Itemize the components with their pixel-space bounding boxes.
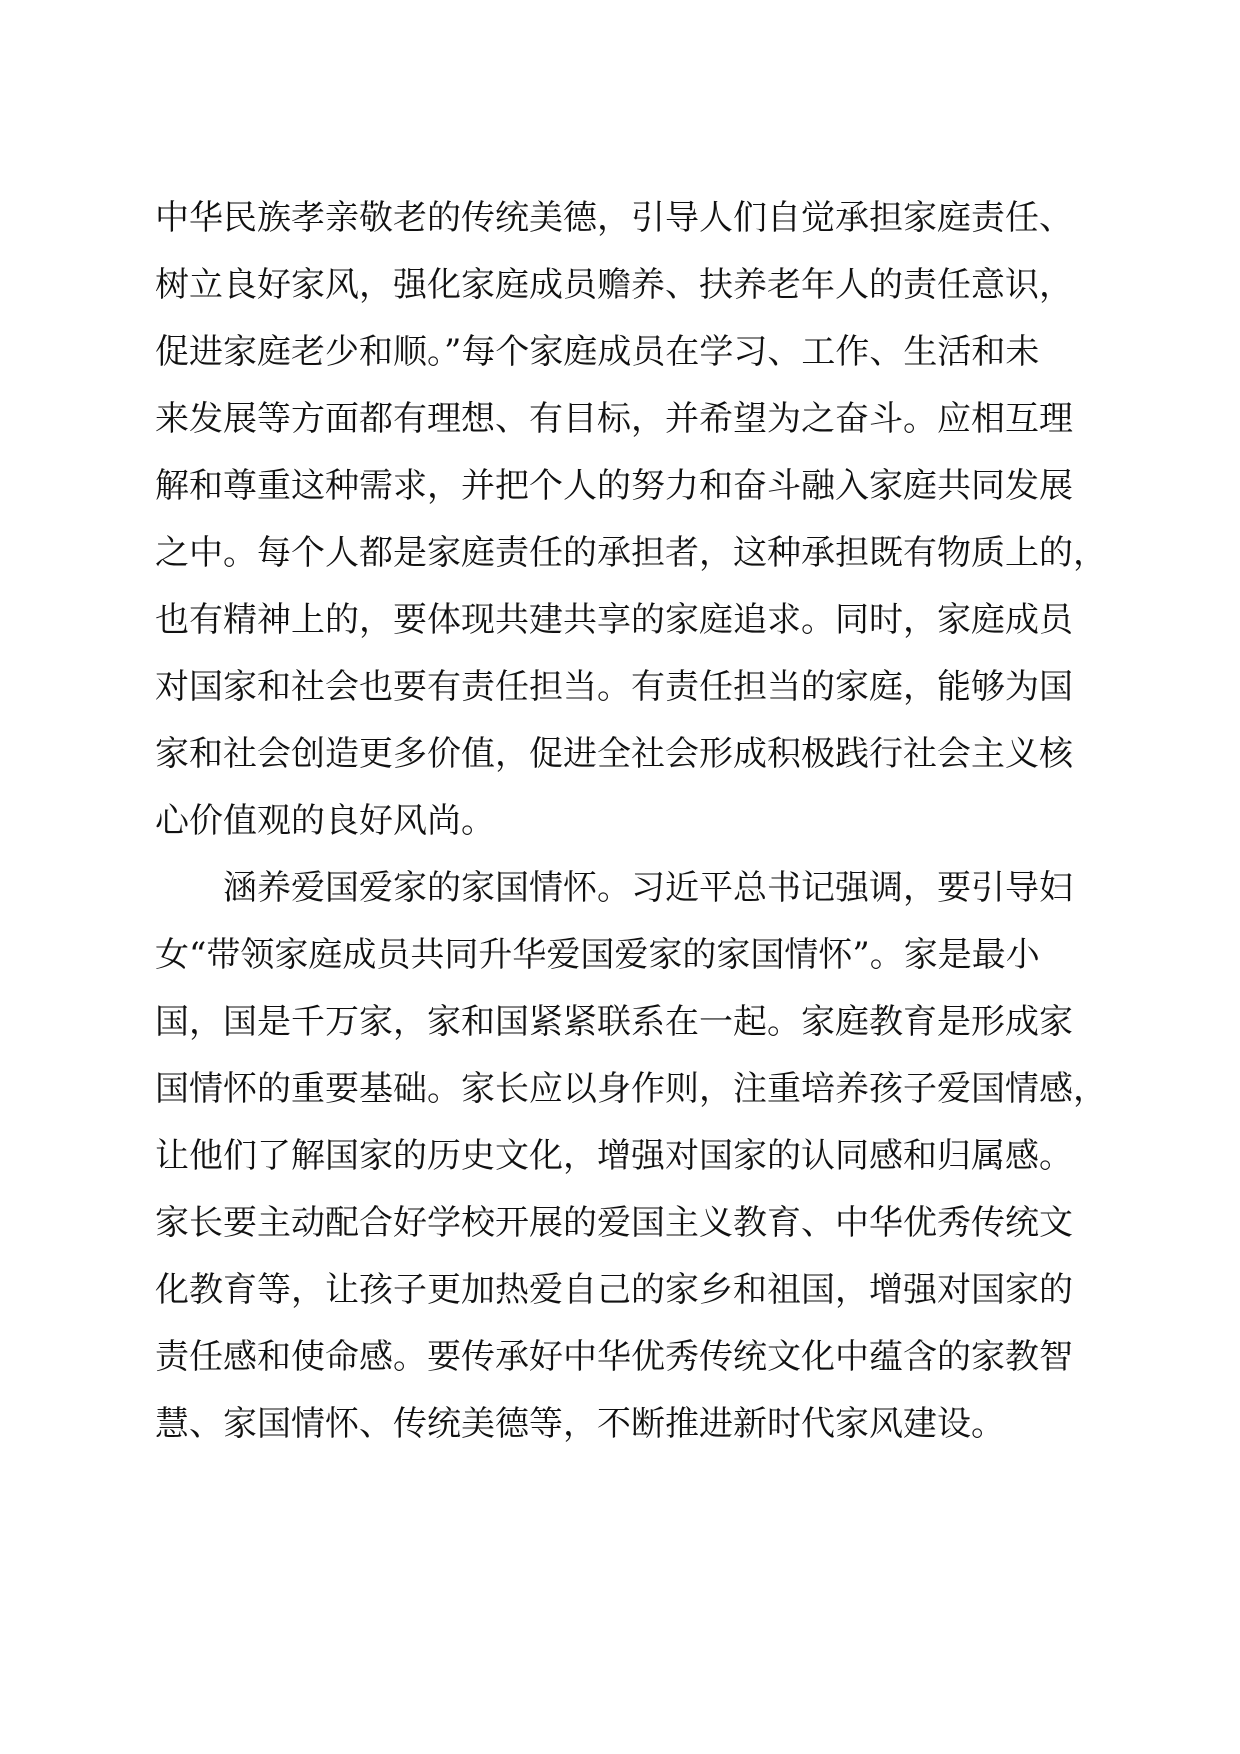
paragraph-first-line: 涵养爱国爱家的家国情怀。习近平总书记强调，要引导妇 xyxy=(223,868,1073,908)
paragraph-2 xyxy=(155,855,1107,1458)
paragraph-line: 家和社会创造更多价值，促进全社会形成积极践行社会主义核 xyxy=(155,734,1073,774)
paragraph-line: 解和尊重这种需求，并把个人的努力和奋斗融入家庭共同发展 xyxy=(155,466,1073,506)
body-text xyxy=(155,185,1107,1458)
paragraph-line: 心价值观的良好风尚。 xyxy=(155,801,495,841)
paragraph-line: 来发展等方面都有理想、有目标，并希望为之奋斗。应相互理 xyxy=(155,399,1073,439)
paragraph-line: 责任感和使命感。要传承好中华优秀传统文化中蕴含的家教智 xyxy=(155,1337,1073,1377)
paragraph-line: 之中。每个人都是家庭责任的承担者，这种承担既有物质上的， xyxy=(155,533,1107,573)
paragraph-line: 对国家和社会也要有责任担当。有责任担当的家庭，能够为国 xyxy=(155,667,1073,707)
paragraph-line: 慧、家国情怀、传统美德等，不断推进新时代家风建设。 xyxy=(155,1404,1005,1444)
paragraph-line: 国情怀的重要基础。家长应以身作则，注重培养孩子爱国情感， xyxy=(155,1069,1107,1109)
paragraph-line: 让他们了解国家的历史文化，增强对国家的认同感和归属感。 xyxy=(155,1136,1073,1176)
paragraph-line: 化教育等，让孩子更加热爱自己的家乡和祖国，增强对国家的 xyxy=(155,1270,1073,1310)
paragraph-1 xyxy=(155,185,1107,855)
paragraph-line: 也有精神上的，要体现共建共享的家庭追求。同时，家庭成员 xyxy=(155,600,1073,640)
paragraph-line: 家长要主动配合好学校开展的爱国主义教育、中华优秀传统文 xyxy=(155,1203,1073,1243)
paragraph-line: 促进家庭老少和顺。”每个家庭成员在学习、工作、生活和未 xyxy=(155,332,1040,372)
paragraph-line: 国，国是千万家，家和国紧紧联系在一起。家庭教育是形成家 xyxy=(155,1002,1073,1042)
paragraph-line: 树立良好家风，强化家庭成员赡养、扶养老年人的责任意识， xyxy=(155,265,1073,305)
paragraph-line: 女“带领家庭成员共同升华爱国爱家的家国情怀”。家是最小 xyxy=(155,935,1040,975)
paragraph-line: 中华民族孝亲敬老的传统美德，引导人们自觉承担家庭责任、 xyxy=(155,198,1073,238)
